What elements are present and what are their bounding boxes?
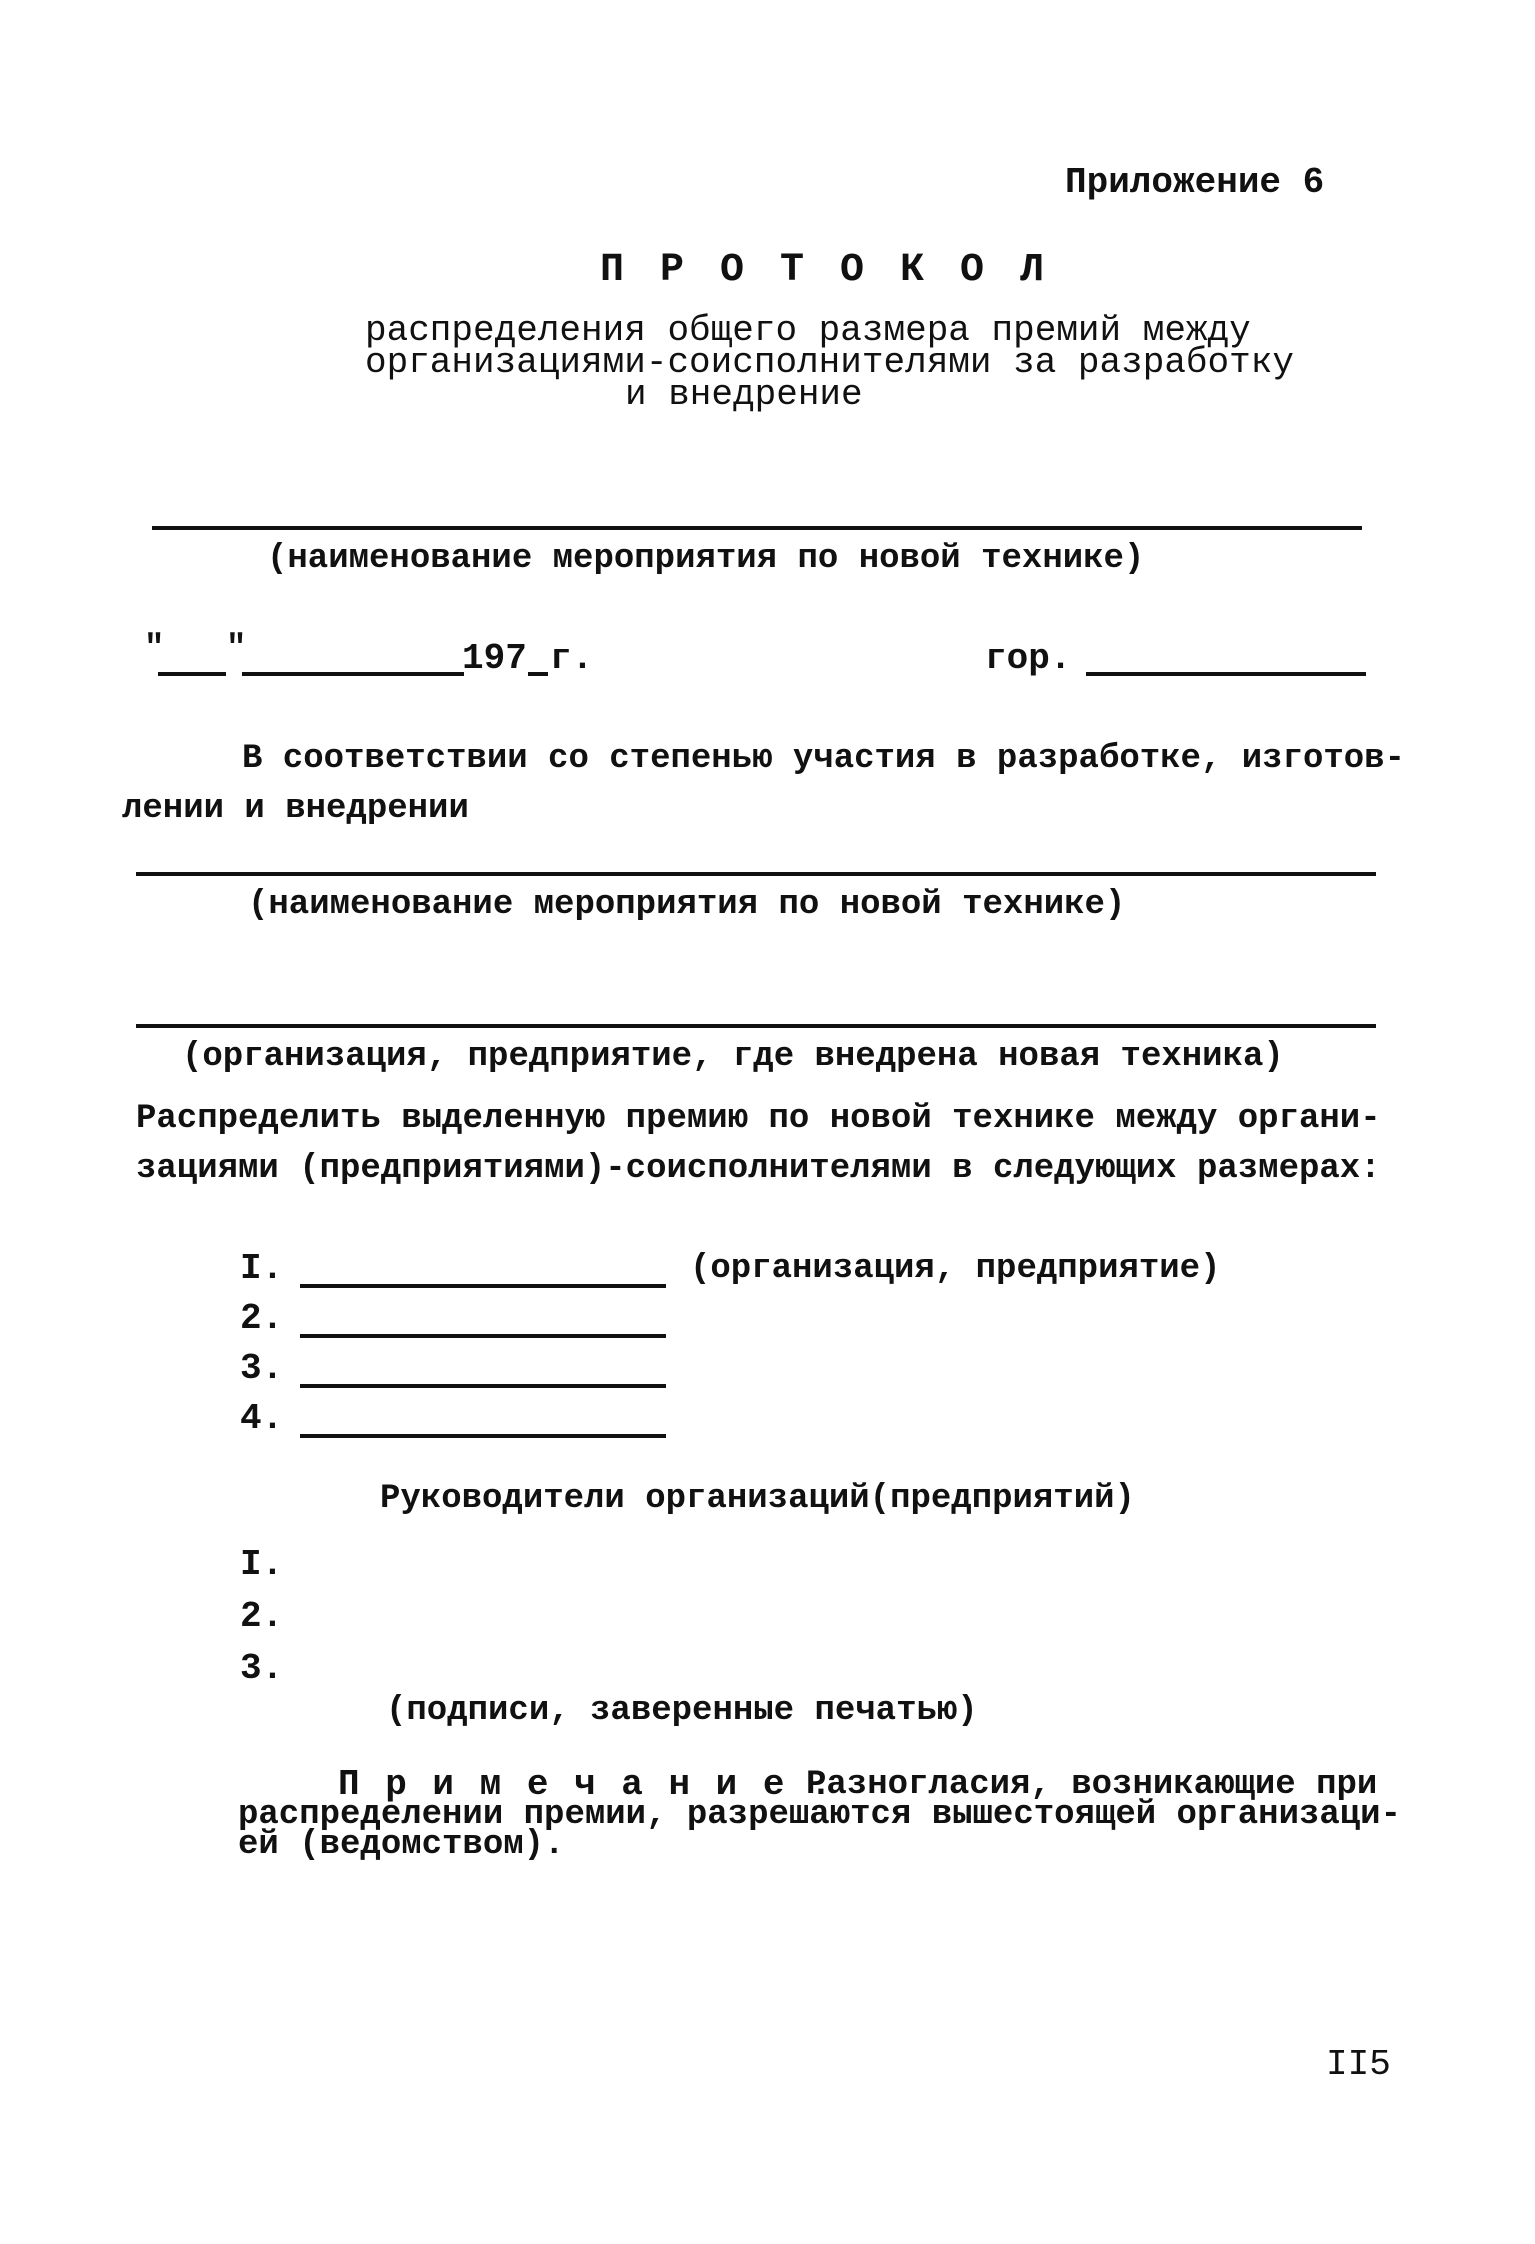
event-name-field-1[interactable] (152, 526, 1362, 530)
heads-item-1: I. (240, 1544, 284, 1585)
event-name-caption-1: (наименование мероприятия по новой технике) (267, 540, 1145, 578)
year-digit-field[interactable] (528, 672, 548, 676)
year-prefix: 197 (462, 638, 527, 679)
appendix-label: Приложение 6 (1065, 162, 1325, 203)
quote-close: " (226, 630, 247, 668)
distribution-item-4-number: 4. (240, 1398, 284, 1439)
heads-item-3: 3. (240, 1648, 284, 1689)
page-number: II5 (1326, 2044, 1391, 2085)
paragraph-1-line-1: В соответствии со степенью участия в разработке, изготов- (242, 740, 1405, 778)
distribution-item-3-field[interactable] (300, 1384, 666, 1388)
heads-item-2: 2. (240, 1596, 284, 1637)
document-title: П Р О Т О К О Л (600, 248, 1051, 293)
city-field[interactable] (1086, 672, 1366, 676)
organization-caption: (организация, предприятие, где внедрена новая техника) (182, 1038, 1284, 1076)
distribution-item-4-field[interactable] (300, 1434, 666, 1438)
event-name-caption-2: (наименование мероприятия по новой технике) (248, 886, 1126, 924)
distribution-item-2-field[interactable] (300, 1334, 666, 1338)
month-field[interactable] (242, 672, 464, 676)
note-line-2: распределении премии, разрешаются вышестоящей организаци- (238, 1796, 1401, 1834)
paragraph-1-line-2: лении и внедрении (122, 790, 469, 828)
event-name-field-2[interactable] (136, 872, 1376, 876)
day-field[interactable] (158, 672, 226, 676)
year-suffix: г. (550, 638, 594, 679)
signatures-caption: (подписи, заверенные печатью) (386, 1692, 978, 1730)
paragraph-2-line-1: Распределить выделенную премию по новой технике между органи- (136, 1100, 1381, 1138)
city-label: гор. (985, 638, 1072, 679)
subtitle-line-1: распределения общего размера премий между (365, 310, 1251, 351)
heads-heading: Руководители организаций(предприятий) (380, 1480, 1135, 1518)
organization-field[interactable] (136, 1024, 1376, 1028)
distribution-item-1-number: I. (240, 1248, 284, 1289)
subtitle-line-2: организациями-соисполнителями за разработку (365, 342, 1294, 383)
distribution-item-2-number: 2. (240, 1298, 284, 1339)
note-line-1: Разногласия, возникающие при (806, 1766, 1378, 1804)
subtitle-line-3: и внедрение (625, 374, 863, 415)
distribution-item-3-number: 3. (240, 1348, 284, 1389)
distribution-item-1-caption: (организация, предприятие) (690, 1250, 1221, 1288)
paragraph-2-line-2: зациями (предприятиями)-соисполнителями в следующих размерах: (136, 1150, 1381, 1188)
distribution-item-1-field[interactable] (300, 1284, 666, 1288)
note-line-3: ей (ведомством). (238, 1826, 565, 1864)
note-label: П р и м е ч а н и е . (338, 1764, 834, 1805)
quote-open: " (144, 630, 165, 668)
